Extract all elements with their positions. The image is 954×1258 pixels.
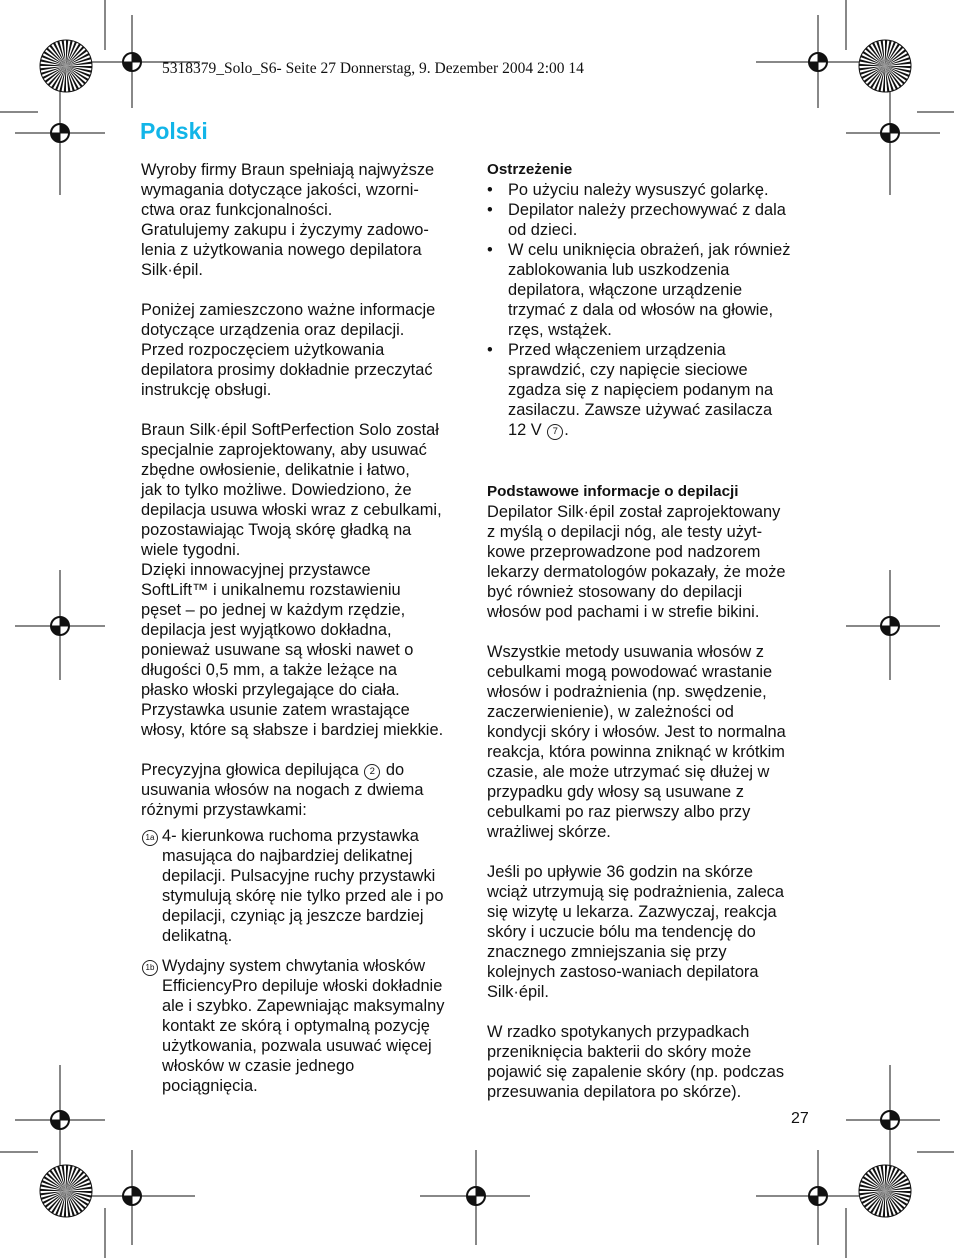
- list-item-1a: [141, 826, 471, 946]
- left-column: [141, 160, 471, 1096]
- basics-paragraph-3: Jeśli po upływie 36 godzin na skórze wciąż utrzymują się podrażnienia, zaleca się wizytę u lekarza. Zazwyczaj, reakcja skóry i uczucie bólu ma tendencję do znacznego zmniejszania się przy kolejnych zastoso-waniach depilatora Silk·épil.: [487, 863, 784, 1001]
- starburst-mark-icon: [40, 40, 92, 92]
- ref-7-icon: 7: [547, 424, 563, 440]
- basics-heading: Podstawowe informacje o depilacji: [487, 483, 739, 500]
- warning-item-1: • Po użyciu należy wysuszyć golarkę.: [487, 180, 817, 200]
- basics-paragraph-4: W rzadko spotykanych przypadkach przeniknięcia bakterii do skóry może pojawić się zapalenie skóry (np. podczas przesuwania depilatora po skórze).: [487, 1023, 785, 1101]
- right-column: [487, 160, 817, 1102]
- starburst-mark-icon: [859, 40, 911, 92]
- warning-item-3: • W celu uniknięcia obrażeń, jak również zablokowania lub uszkodzenia depilatora, włączone urządzenie trzymać z dala od włosów na głowie, rzęs, wstążek.: [487, 240, 817, 340]
- ref-2-icon: 2: [364, 764, 380, 780]
- warning-list: [487, 180, 817, 440]
- starburst-mark-icon: [40, 1165, 92, 1217]
- ref-1b-icon: 1b: [142, 960, 158, 976]
- page-number: 27: [791, 1110, 809, 1127]
- warning-heading: Ostrzeżenie: [487, 161, 573, 178]
- warning-item-4-end: .: [564, 421, 569, 439]
- item-1b-text: Wydajny system chwytania włosków EfficiencyPro depiluje włoski dokładnie ale i szybko. Zapewniając maksymalny kontakt ze skórą i optymalną pozycję użytkowania, pozwala usuwać więcej włosków w czasie jednego pociągnięcia.: [162, 957, 445, 1095]
- section-title: Polski: [140, 118, 208, 144]
- basics-paragraph-1: Depilator Silk·épil został zaprojektowany z myślą o depilacji nóg, ale testy użyt- kowe przeprowadzone pod nadzorem lekarzy dermatologów pokazały, że może być również stosowany do depilacji włosów pod pachami i w strefie bikini.: [487, 503, 786, 621]
- description-paragraph: Braun Silk·épil SoftPerfection Solo został specjalnie zaprojektowany, aby usuwać zbędne owłosienie, delikatnie i łatwo, jak to tylko możliwe. Dowiedziono, że depilacja usuwa włoski wraz z cebulkami, pozostawiając Twoją skórę gładką na wiele tygodni. Dzięki innowacyjnej przystawce SoftLift™ i unikalnemu rozstawieniu pęset – po jednej w każdym rzędzie, depilacja jest wyjątkowo dokładna, ponieważ usuwane są włoski nawet o długości 0,5 mm, a także leżące na płasko włoski przylegające do ciała. Przystawka usunie zatem wrastające włosy, które są słabsze i bardziej miekkie.: [141, 421, 444, 739]
- head-text-b: do usuwania włosów na nogach z dwiema różnymi przystawkami:: [141, 761, 424, 819]
- list-item-1b: [141, 956, 471, 1096]
- head-text-a: Precyzyjna głowica depilująca: [141, 761, 359, 779]
- starburst-mark-icon: [859, 1165, 911, 1217]
- warning-item-2: • Depilator należy przechowywać z dala od dzieci.: [487, 200, 817, 240]
- warning-item-4-text: Przed włączeniem urządzenia sprawdzić, czy napięcie sieciowe zgadza się z napięciem podanym na zasilaczu. Zawsze używać zasilacza 12 V: [508, 341, 774, 439]
- info-paragraph: Poniżej zamieszczono ważne informacje dotyczące urządzenia oraz depilacji. Przed rozpoczęciem użytkowania depilatora prosimy dokładnie przeczytać instrukcję obsługi.: [141, 301, 436, 399]
- basics-paragraph-2: Wszystkie metody usuwania włosów z cebulkami mogą powodować wrastanie włosów i podrażnienia (np. swędzenie, zaczerwienienie), w zależności od kondycji skóry i włosów. Jest to normalna reakcja, która powinna zniknąć w krótkim czasie, ale może utrzymać się dłużej w przypadku gdy włosy są usuwane z cebulkami po raz pierwszy albo przy wrażliwej skórze.: [487, 643, 786, 841]
- head-paragraph: [141, 760, 471, 820]
- warning-item-4: [487, 340, 817, 440]
- item-1a-text: 4- kierunkowa ruchoma przystawka masująca do najbardziej delikatnej depilacji. Pulsacyjne ruchy przystawki stymulują skórę nie tylko przed ale i po depilacji, czyniąc ją jeszcze bardziej delikatną.: [162, 827, 444, 945]
- ref-1a-icon: 1a: [142, 830, 158, 846]
- intro-paragraph: Wyroby firmy Braun spełniają najwyższe wymagania dotyczące jakości, wzorni- ctwa oraz funkcjonalności. Gratulujemy zakupu i życzymy zadowo- lenia z użytkowania nowego depilatora Silk·épil.: [141, 161, 435, 279]
- print-header-line: 5318379_Solo_S6- Seite 27 Donnerstag, 9. Dezember 2004 2:00 14: [162, 60, 584, 77]
